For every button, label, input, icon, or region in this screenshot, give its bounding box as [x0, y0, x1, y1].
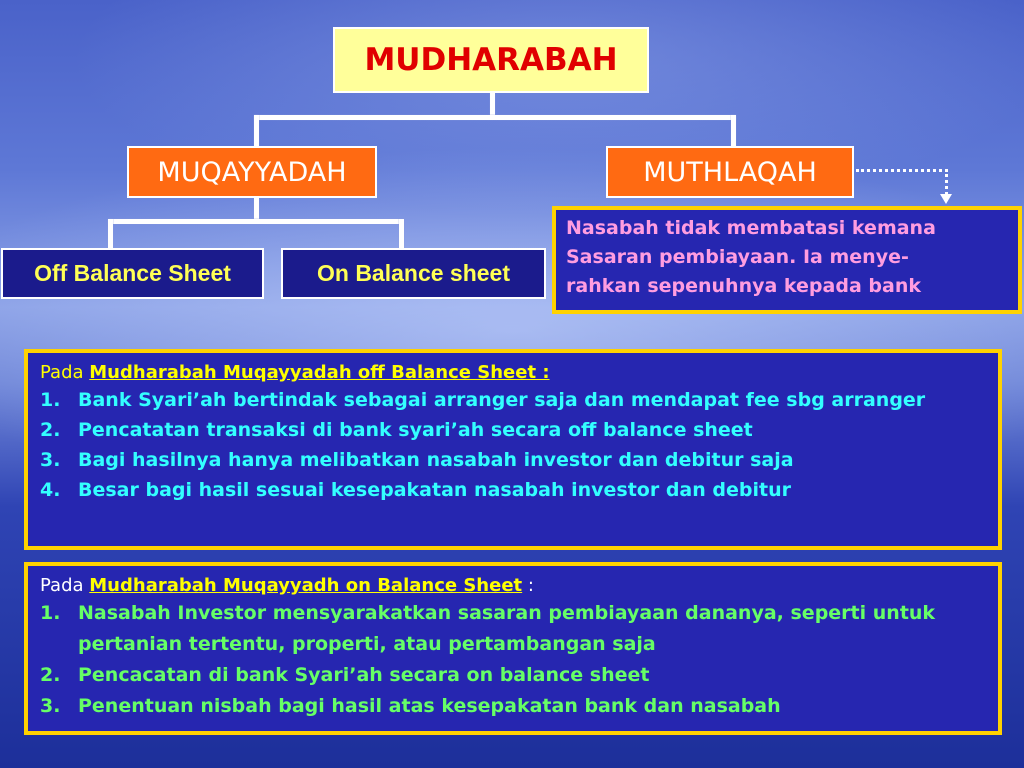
- connector-to-muthlaqah: [731, 115, 736, 147]
- heading-suffix: :: [522, 575, 534, 596]
- item-text: Bagi hasilnya hanya melibatkan nasabah investor dan debitur saja: [78, 449, 794, 471]
- heading-title: Mudharabah Muqayyadah off Balance Sheet :: [89, 362, 550, 383]
- item-number: 1.: [40, 389, 61, 411]
- item-text: Penentuan nisbah bagi hasil atas kesepakatan bank dan nasabah: [78, 695, 781, 717]
- branch-node-muqayyadah: MUQAYYADAH: [127, 146, 377, 198]
- item-number: 4.: [40, 479, 61, 501]
- arrow-down-icon: [940, 194, 952, 204]
- connector-to-on-balance: [399, 219, 404, 249]
- list-item: [40, 445, 986, 475]
- heading-prefix: Pada: [40, 575, 90, 596]
- item-text: Nasabah Investor mensyarakatkan sasaran pembiayaan dananya, seperti untuk pertanian tertentu, properti, atau pertambangan saja: [78, 602, 936, 655]
- item-number: 3.: [40, 695, 61, 717]
- item-text: Besar bagi hasil sesuai kesepakatan nasabah investor dan debitur: [78, 479, 791, 501]
- item-number: 2.: [40, 419, 61, 441]
- list-item: [40, 598, 986, 660]
- dotted-connector-horizontal: [856, 169, 948, 172]
- list-item: [40, 475, 986, 505]
- item-text: Pencatatan transaksi di bank syari’ah secara off balance sheet: [78, 419, 753, 441]
- off-balance-sheet-panel: [24, 349, 1002, 550]
- root-node-mudharabah: MUDHARABAH: [333, 27, 649, 93]
- item-text: Bank Syari’ah bertindak sebagai arranger saja dan mendapat fee sbg arranger: [78, 389, 926, 411]
- note-line: rahkan sepenuhnya kepada bank: [566, 275, 921, 297]
- list-item: [40, 385, 986, 415]
- list-item: [40, 660, 986, 691]
- heading-prefix: Pada: [40, 362, 90, 383]
- connector-root-down: [490, 93, 495, 117]
- connector-to-off-balance: [108, 219, 113, 249]
- item-number: 2.: [40, 664, 61, 686]
- item-number: 3.: [40, 449, 61, 471]
- connector-branches-horizontal: [254, 115, 736, 120]
- panel-heading: [40, 574, 986, 598]
- on-balance-list: [40, 598, 986, 722]
- sub-node-off-balance-sheet: Off Balance Sheet: [1, 248, 264, 299]
- item-text: Pencacatan di bank Syari’ah secara on balance sheet: [78, 664, 650, 686]
- note-line: Nasabah tidak membatasi kemana: [566, 217, 936, 239]
- list-item: [40, 415, 986, 445]
- panel-heading: [40, 361, 986, 385]
- connector-subs-horizontal: [108, 219, 404, 224]
- item-number: 1.: [40, 602, 61, 624]
- branch-node-muthlaqah: MUTHLAQAH: [606, 146, 854, 198]
- list-item: [40, 691, 986, 722]
- sub-node-on-balance-sheet: On Balance sheet: [281, 248, 546, 299]
- heading-title: Mudharabah Muqayyadh on Balance Sheet: [89, 575, 523, 596]
- on-balance-sheet-panel: [24, 562, 1002, 735]
- muthlaqah-note-box: [552, 206, 1022, 314]
- dotted-connector-vertical: [945, 169, 948, 195]
- note-line: Sasaran pembiayaan. Ia menye-: [566, 246, 909, 268]
- connector-to-muqayyadah: [254, 115, 259, 147]
- off-balance-list: [40, 385, 986, 505]
